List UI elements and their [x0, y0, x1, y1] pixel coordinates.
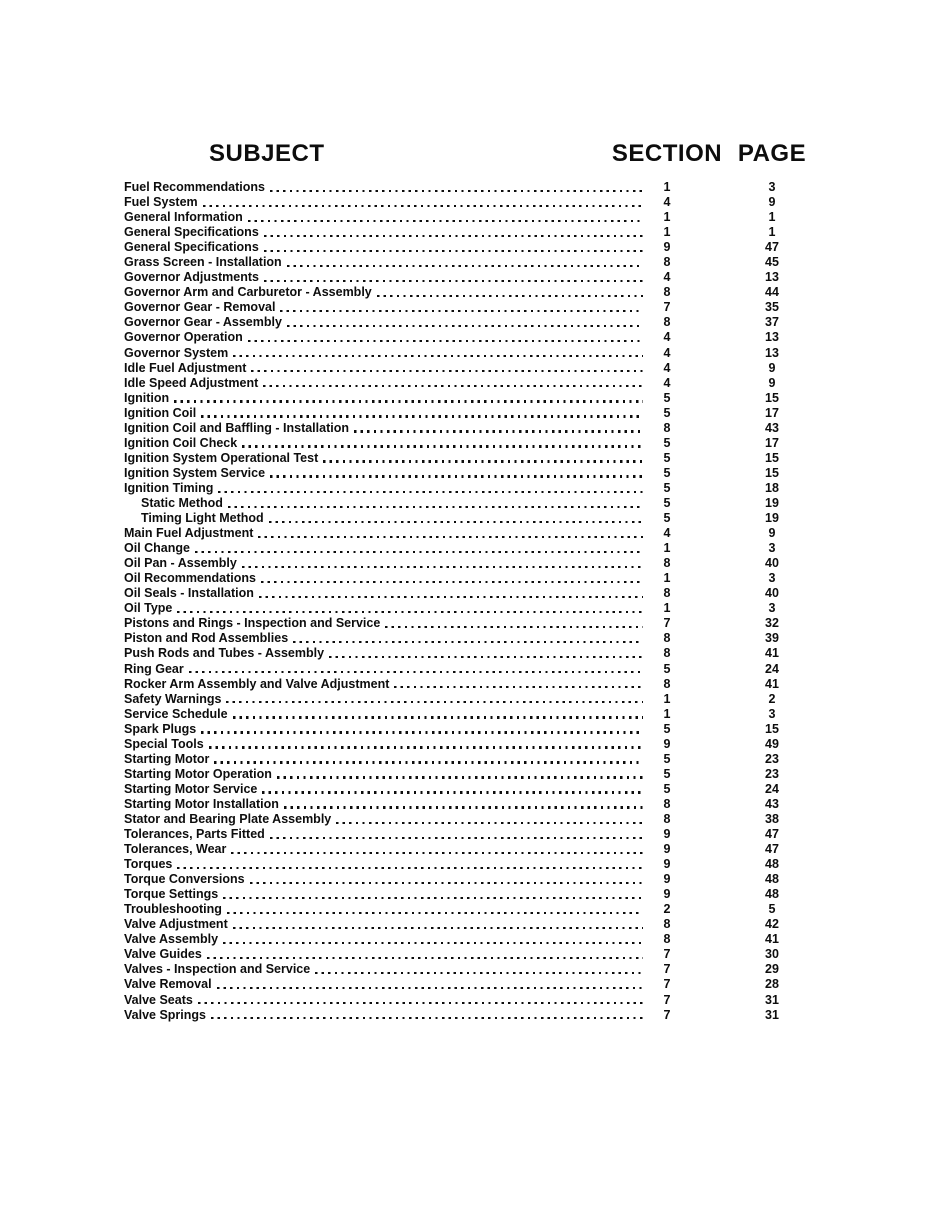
dot-leader	[264, 250, 643, 252]
toc-section-number: 8	[663, 932, 671, 947]
toc-page-number: 43	[765, 796, 779, 811]
toc-section-number: 7	[663, 977, 671, 992]
toc-subject: Valve Assembly	[124, 932, 219, 947]
toc-section-number: 5	[663, 751, 671, 766]
dot-leader	[262, 791, 643, 793]
toc-section-number: 1	[663, 541, 671, 556]
toc-subject: Pistons and Rings - Inspection and Service	[124, 616, 381, 631]
toc-section-number: 5	[663, 511, 671, 526]
toc-page-number: 35	[765, 300, 779, 315]
dot-leader	[270, 837, 643, 839]
toc-section-number: 9	[663, 240, 671, 255]
toc-section-number: 7	[663, 300, 671, 315]
toc-section-number: 7	[663, 947, 671, 962]
toc-page-number: 40	[765, 586, 779, 601]
toc-section-number: 5	[663, 766, 671, 781]
toc-row	[124, 646, 855, 661]
toc-subject: Fuel Recommendations	[124, 180, 265, 194]
toc-row	[124, 917, 855, 932]
toc-page-number: 48	[765, 857, 779, 872]
toc-subject: Ignition Coil Check	[124, 435, 238, 450]
dot-leader	[231, 852, 643, 854]
toc-section-number: 4	[663, 375, 671, 390]
toc-row	[124, 240, 855, 255]
toc-page-number: 41	[765, 676, 779, 691]
toc-row	[124, 255, 855, 270]
toc-section-number: 8	[663, 796, 671, 811]
dot-leader	[261, 581, 643, 583]
toc-row	[124, 541, 855, 556]
toc-subject: Valve Adjustment	[124, 917, 228, 932]
toc-subject: Starting Motor Service	[124, 781, 258, 796]
toc-entry-list	[124, 180, 855, 1023]
toc-subject: Service Schedule	[124, 706, 228, 721]
toc-page-number: 2	[768, 691, 776, 706]
toc-section-number: 4	[663, 526, 671, 541]
toc-subject: Tolerances, Parts Fitted	[124, 827, 265, 842]
toc-row	[124, 1008, 855, 1023]
dot-leader	[189, 671, 643, 673]
toc-header-row	[124, 140, 855, 168]
toc-page-number: 15	[765, 450, 779, 465]
toc-page-number: 24	[765, 661, 779, 676]
toc-row	[124, 391, 855, 406]
toc-row	[124, 421, 855, 436]
dot-leader	[198, 1002, 643, 1004]
toc-row	[124, 827, 855, 842]
dot-leader	[218, 491, 643, 493]
dot-leader	[287, 325, 643, 327]
dot-leader	[217, 987, 643, 989]
toc-section-number: 1	[663, 571, 671, 586]
toc-subject: Valve Seats	[124, 992, 193, 1007]
toc-subject: Spark Plugs	[124, 721, 197, 736]
toc-row	[124, 707, 855, 722]
toc-subject: General Information	[124, 210, 243, 225]
toc-row	[124, 782, 855, 797]
dot-leader	[329, 656, 643, 658]
dot-leader	[258, 536, 643, 538]
toc-section-number: 5	[663, 480, 671, 495]
toc-section-number: 7	[663, 1007, 671, 1022]
toc-row	[124, 601, 855, 616]
toc-page-number: 32	[765, 616, 779, 631]
toc-section-number: 5	[663, 450, 671, 465]
toc-section-number: 9	[663, 857, 671, 872]
toc-page-number: 9	[768, 195, 776, 210]
dot-leader	[251, 370, 643, 372]
toc-section-number: 1	[663, 691, 671, 706]
toc-subject: Main Fuel Adjustment	[124, 526, 254, 541]
toc-page-number: 45	[765, 255, 779, 270]
dot-leader	[263, 385, 643, 387]
toc-page-number: 3	[768, 706, 776, 721]
toc-row	[124, 857, 855, 872]
toc-subject: Ignition	[124, 390, 170, 405]
toc-row	[124, 872, 855, 887]
toc-row	[124, 631, 855, 646]
toc-page-number: 47	[765, 827, 779, 842]
toc-subject: Torques	[124, 857, 173, 872]
toc-subject: Oil Seals - Installation	[124, 586, 254, 601]
toc-row	[124, 406, 855, 421]
toc-section-number: 8	[663, 917, 671, 932]
toc-section-number: 1	[663, 210, 671, 225]
toc-subject: Idle Fuel Adjustment	[124, 360, 247, 375]
toc-row	[124, 797, 855, 812]
toc-page-number: 3	[768, 601, 776, 616]
toc-page-number: 28	[765, 977, 779, 992]
dot-leader	[177, 867, 643, 869]
dot-leader	[226, 701, 643, 703]
toc-subject: Oil Type	[124, 601, 173, 616]
toc-section-number: 5	[663, 465, 671, 480]
toc-subject: Static Method	[141, 495, 223, 510]
toc-row	[124, 571, 855, 586]
dot-leader	[242, 566, 643, 568]
toc-subject: Oil Pan - Assembly	[124, 556, 237, 571]
toc-section-number: 1	[663, 706, 671, 721]
toc-row	[124, 722, 855, 737]
toc-row	[124, 315, 855, 330]
toc-row	[124, 496, 855, 511]
toc-subject: Ignition Coil	[124, 405, 197, 420]
toc-page-number: 39	[765, 631, 779, 646]
toc-section-number: 8	[663, 586, 671, 601]
dot-leader	[248, 340, 643, 342]
toc-row	[124, 270, 855, 285]
toc-row	[124, 962, 855, 977]
toc-subject: Special Tools	[124, 736, 204, 751]
toc-subject: Tolerances, Wear	[124, 842, 227, 857]
dot-leader	[242, 445, 643, 447]
toc-page-number: 9	[768, 360, 776, 375]
dot-leader	[201, 415, 643, 417]
toc-page-number: 3	[768, 180, 776, 194]
toc-row	[124, 887, 855, 902]
toc-subject: Valves - Inspection and Service	[124, 962, 311, 977]
dot-leader	[227, 912, 643, 914]
toc-page-number: 42	[765, 917, 779, 932]
toc-subject: Stator and Bearing Plate Assembly	[124, 811, 332, 826]
toc-subject: Valve Springs	[124, 1007, 206, 1022]
toc-subject: Ignition Timing	[124, 480, 214, 495]
toc-page-number: 23	[765, 766, 779, 781]
toc-row	[124, 451, 855, 466]
toc-row	[124, 511, 855, 526]
toc-row	[124, 737, 855, 752]
dot-leader	[264, 280, 643, 282]
toc-row	[124, 466, 855, 481]
toc-section-number: 4	[663, 345, 671, 360]
dot-leader	[174, 400, 643, 402]
toc-row	[124, 361, 855, 376]
toc-row	[124, 752, 855, 767]
toc-page-number: 17	[765, 405, 779, 420]
subject-column-header: SUBJECT	[209, 140, 325, 167]
toc-row	[124, 977, 855, 992]
toc-section-number: 9	[663, 736, 671, 751]
dot-leader	[284, 806, 643, 808]
dot-leader	[201, 731, 643, 733]
dot-leader	[207, 957, 643, 959]
toc-page-number: 19	[765, 511, 779, 526]
toc-row	[124, 556, 855, 571]
toc-row	[124, 285, 855, 300]
toc-page-number: 23	[765, 751, 779, 766]
toc-section-number: 4	[663, 360, 671, 375]
toc-row	[124, 180, 855, 195]
toc-subject: Starting Motor Installation	[124, 796, 279, 811]
dot-leader	[223, 897, 643, 899]
toc-section-number: 4	[663, 330, 671, 345]
toc-row	[124, 210, 855, 225]
toc-subject: Ring Gear	[124, 661, 184, 676]
dot-leader	[394, 686, 643, 688]
dot-leader	[377, 295, 643, 297]
toc-subject: Idle Speed Adjustment	[124, 375, 259, 390]
toc-subject: Governor Arm and Carburetor - Assembly	[124, 285, 372, 300]
toc-subject: Push Rods and Tubes - Assembly	[124, 646, 325, 661]
dot-leader	[264, 235, 643, 237]
toc-section-number: 7	[663, 962, 671, 977]
toc-page-number: 48	[765, 872, 779, 887]
toc-subject: Valve Removal	[124, 977, 212, 992]
dot-leader	[211, 1017, 643, 1019]
toc-section-number: 4	[663, 270, 671, 285]
toc-row	[124, 376, 855, 391]
toc-row	[124, 932, 855, 947]
toc-page-number: 44	[765, 285, 779, 300]
toc-section-number: 8	[663, 631, 671, 646]
toc-subject: Grass Screen - Installation	[124, 255, 282, 270]
toc-page-number: 31	[765, 992, 779, 1007]
dot-leader	[354, 430, 643, 432]
toc-page-number: 13	[765, 270, 779, 285]
toc-subject: Starting Motor	[124, 751, 210, 766]
toc-section-number: 9	[663, 827, 671, 842]
toc-row	[124, 677, 855, 692]
toc-subject: Piston and Rod Assemblies	[124, 631, 289, 646]
toc-page-number: 41	[765, 646, 779, 661]
toc-section-number: 9	[663, 842, 671, 857]
toc-section-number: 5	[663, 390, 671, 405]
dot-leader	[214, 761, 643, 763]
dot-leader	[270, 190, 643, 192]
toc-section-number: 8	[663, 315, 671, 330]
toc-subject: Fuel System	[124, 195, 198, 210]
dot-leader	[280, 310, 643, 312]
toc-page-number: 13	[765, 330, 779, 345]
toc-section-number: 4	[663, 195, 671, 210]
toc-page-number: 47	[765, 240, 779, 255]
toc-page-number: 5	[768, 902, 776, 917]
toc-subject: Ignition Coil and Baffling - Installation	[124, 420, 349, 435]
toc-page-number: 15	[765, 465, 779, 480]
dot-leader	[177, 611, 643, 613]
toc-subject: Torque Settings	[124, 887, 219, 902]
toc-subject: Timing Light Method	[141, 511, 264, 526]
toc-page-number: 15	[765, 390, 779, 405]
dot-leader	[270, 475, 643, 477]
toc-section-number: 9	[663, 872, 671, 887]
toc-page-number: 13	[765, 345, 779, 360]
dot-leader	[228, 506, 643, 508]
toc-row	[124, 993, 855, 1008]
toc-page-number: 29	[765, 962, 779, 977]
toc-subject: Oil Change	[124, 541, 190, 556]
dot-leader	[248, 220, 643, 222]
toc-section-number: 5	[663, 405, 671, 420]
section-column-header: SECTION	[611, 140, 723, 167]
toc-row	[124, 842, 855, 857]
dot-leader	[233, 716, 643, 718]
toc-page-number: 30	[765, 947, 779, 962]
toc-section-number: 5	[663, 435, 671, 450]
toc-page-number: 1	[768, 225, 776, 240]
toc-section-number: 8	[663, 285, 671, 300]
toc-subject: Torque Conversions	[124, 872, 245, 887]
toc-page-number: 19	[765, 495, 779, 510]
toc-row	[124, 767, 855, 782]
toc-subject: Governor Adjustments	[124, 270, 259, 285]
dot-leader	[277, 776, 643, 778]
page-column-header: PAGE	[737, 140, 807, 167]
toc-page-number: 40	[765, 556, 779, 571]
toc-subject: Oil Recommendations	[124, 571, 256, 586]
toc-page-number: 31	[765, 1007, 779, 1022]
dot-leader	[233, 927, 643, 929]
toc-section-number: 1	[663, 180, 671, 194]
toc-subject: Ignition System Service	[124, 465, 266, 480]
toc-section-number: 9	[663, 887, 671, 902]
toc-section-number: 5	[663, 495, 671, 510]
toc-row	[124, 330, 855, 345]
toc-row	[124, 346, 855, 361]
toc-row	[124, 947, 855, 962]
toc-page-number: 43	[765, 420, 779, 435]
dot-leader	[195, 551, 643, 553]
toc-page-number: 41	[765, 932, 779, 947]
toc-section-number: 5	[663, 661, 671, 676]
toc-page-number: 9	[768, 375, 776, 390]
toc-subject: General Specifications	[124, 225, 259, 240]
dot-leader	[259, 596, 643, 598]
toc-page-number: 18	[765, 480, 779, 495]
toc-row	[124, 300, 855, 315]
toc-section-number: 7	[663, 992, 671, 1007]
toc-row	[124, 436, 855, 451]
toc-subject: Rocker Arm Assembly and Valve Adjustment	[124, 676, 390, 691]
dot-leader	[315, 972, 643, 974]
toc-section-number: 7	[663, 616, 671, 631]
toc-page-number: 3	[768, 571, 776, 586]
toc-row	[124, 526, 855, 541]
dot-leader	[323, 460, 643, 462]
toc-subject: Governor Gear - Assembly	[124, 315, 282, 330]
toc-section-number: 8	[663, 556, 671, 571]
toc-row	[124, 616, 855, 631]
toc-section-number: 8	[663, 676, 671, 691]
toc-row	[124, 812, 855, 827]
toc-row	[124, 692, 855, 707]
toc-row	[124, 662, 855, 677]
toc-row	[124, 902, 855, 917]
toc-subject: Governor System	[124, 345, 229, 360]
dot-leader	[287, 265, 643, 267]
toc-section-number: 8	[663, 420, 671, 435]
dot-leader	[293, 641, 643, 643]
toc-page-number: 49	[765, 736, 779, 751]
toc-page-number: 47	[765, 842, 779, 857]
dot-leader	[336, 822, 643, 824]
toc-page-number: 38	[765, 811, 779, 826]
toc-section-number: 8	[663, 811, 671, 826]
dot-leader	[209, 746, 643, 748]
toc-page-number: 37	[765, 315, 779, 330]
toc-page-number: 17	[765, 435, 779, 450]
toc-section-number: 8	[663, 646, 671, 661]
dot-leader	[269, 521, 643, 523]
toc-page-number: 1	[768, 210, 776, 225]
toc-subject: General Specifications	[124, 240, 259, 255]
dot-leader	[223, 942, 643, 944]
toc-row	[124, 586, 855, 601]
toc-section-number: 1	[663, 225, 671, 240]
toc-subject: Governor Gear - Removal	[124, 300, 276, 315]
toc-section-number: 8	[663, 255, 671, 270]
toc-row	[124, 225, 855, 240]
toc-section-number: 5	[663, 781, 671, 796]
toc-section-number: 2	[663, 902, 671, 917]
toc-row	[124, 481, 855, 496]
toc-section-number: 1	[663, 601, 671, 616]
toc-subject: Troubleshooting	[124, 902, 222, 917]
toc-row	[124, 195, 855, 210]
dot-leader	[385, 626, 643, 628]
dot-leader	[203, 205, 643, 207]
dot-leader	[250, 882, 643, 884]
toc-subject: Ignition System Operational Test	[124, 450, 319, 465]
toc-subject: Valve Guides	[124, 947, 202, 962]
toc-subject: Starting Motor Operation	[124, 766, 272, 781]
toc-page-number: 9	[768, 526, 776, 541]
toc-page-number: 15	[765, 721, 779, 736]
toc-section-number: 5	[663, 721, 671, 736]
toc-page-number: 3	[768, 541, 776, 556]
toc-page-number: 24	[765, 781, 779, 796]
toc-page-number: 48	[765, 887, 779, 902]
dot-leader	[233, 355, 643, 357]
toc-subject: Governor Operation	[124, 330, 243, 345]
toc-subject: Safety Warnings	[124, 691, 222, 706]
